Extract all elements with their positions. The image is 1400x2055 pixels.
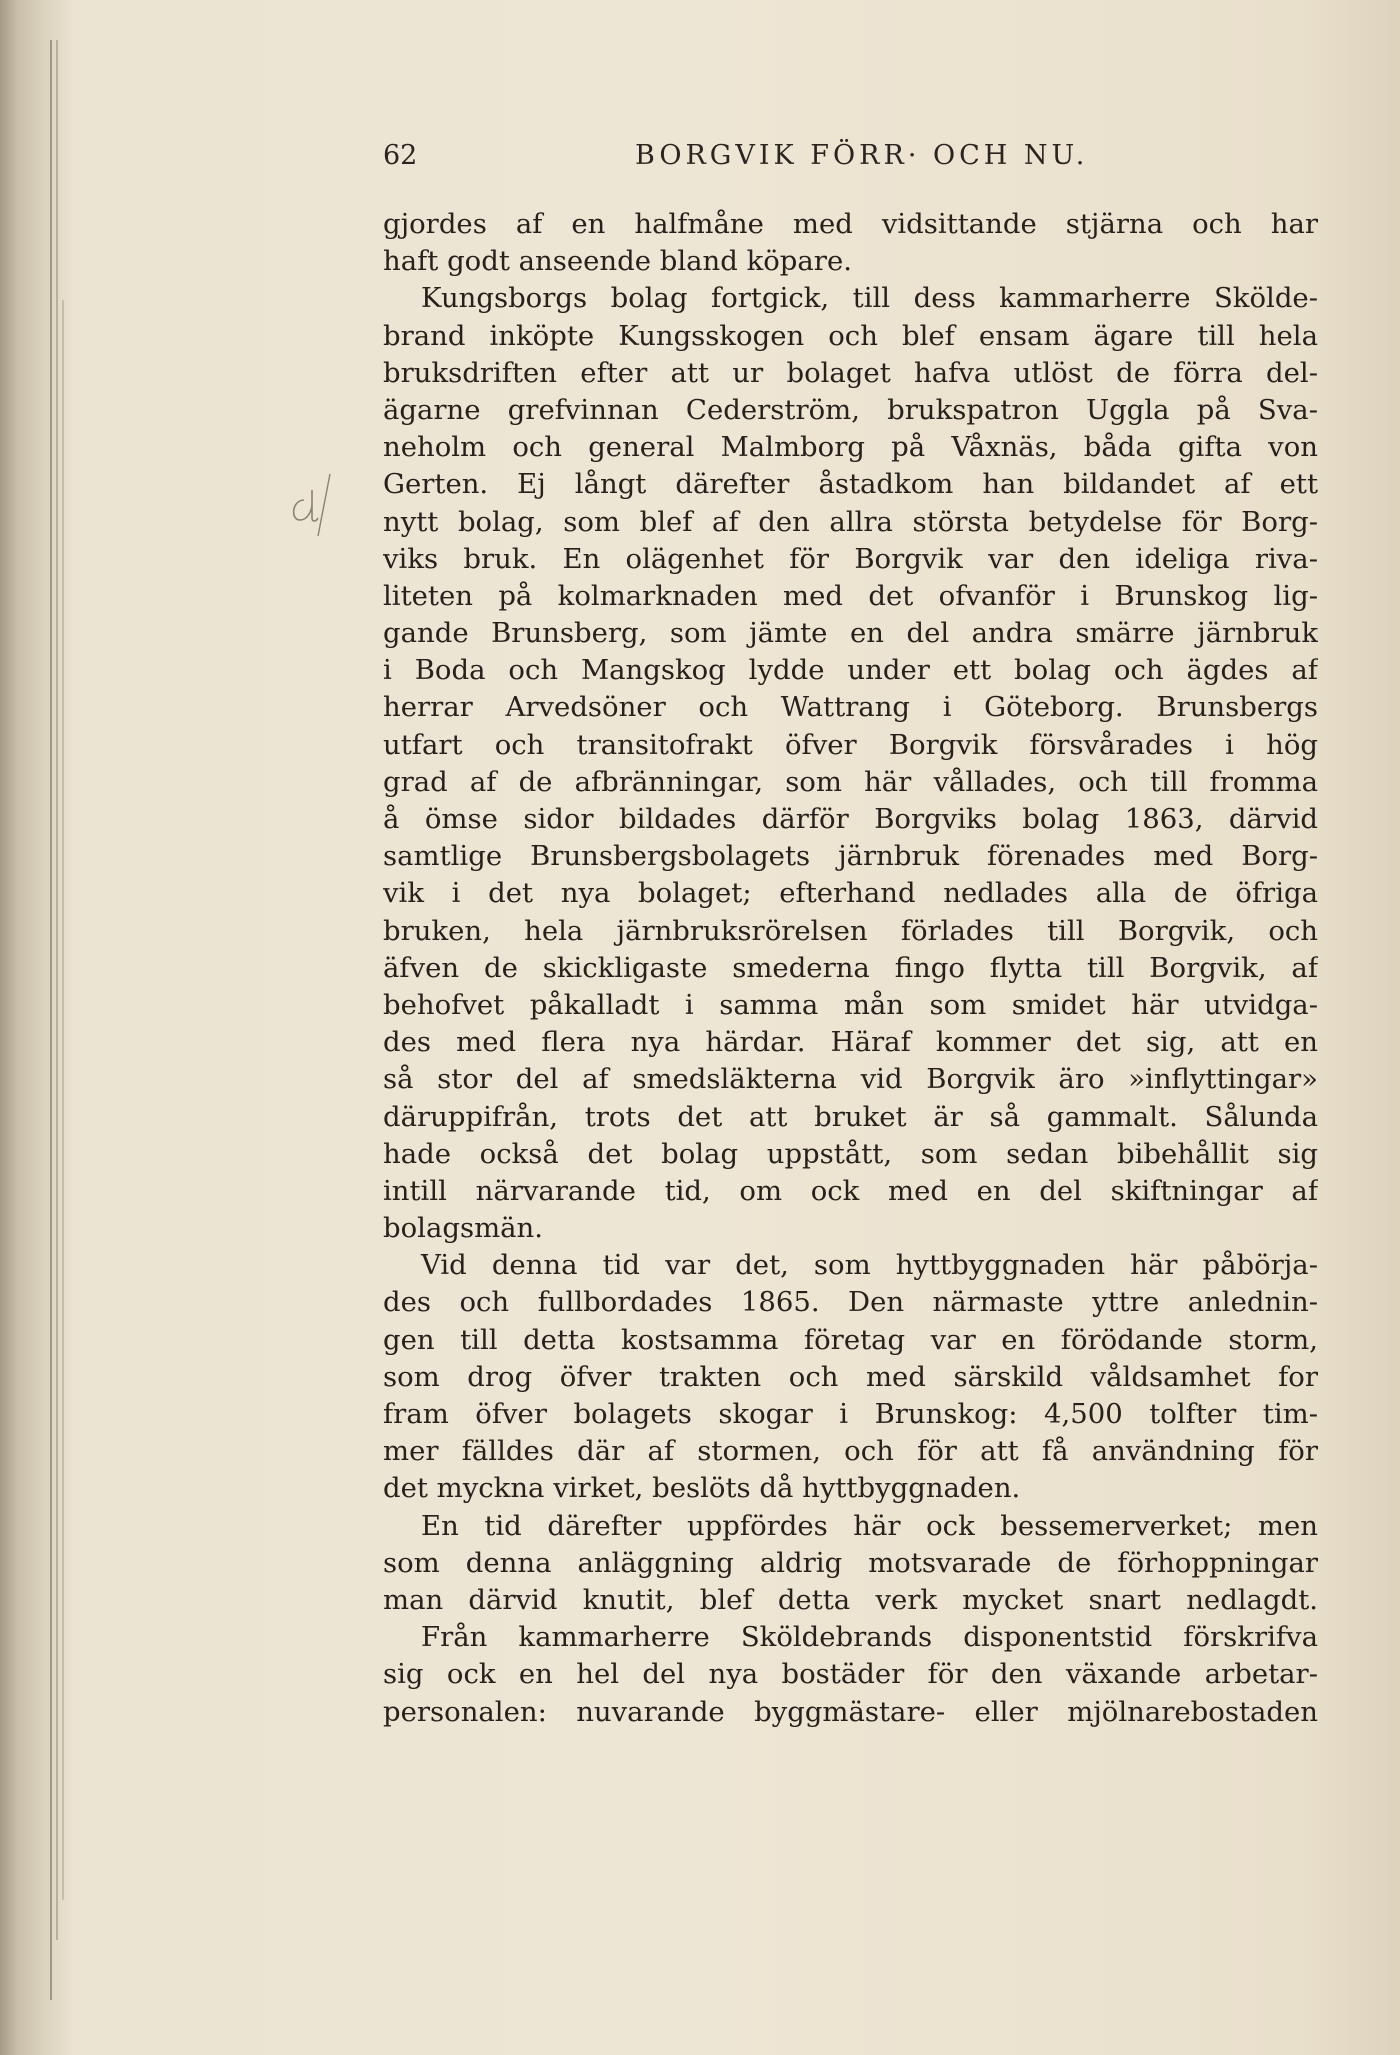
text-line: bolagsmän. <box>383 1212 543 1245</box>
text-line: Kungsborgs bolag fortgick, till dess kammarherre Skölde- <box>421 282 1318 315</box>
text-line: En tid därefter uppfördes här ock bessemerverket; men <box>421 1509 1318 1542</box>
text-line: behofvet påkalladt i samma mån som smidet här utvidga- <box>383 988 1318 1021</box>
text-line: det myckna virket, beslöts då hyttbyggnaden. <box>383 1472 1021 1505</box>
text-line: som denna anläggning aldrig motsvarade de förhoppningar <box>383 1546 1318 1579</box>
page-edge-line <box>50 40 52 2000</box>
text-line: personalen: nuvarande byggmästare- eller mjölnarebostaden <box>383 1695 1318 1728</box>
text-line: haft godt anseende bland köpare. <box>383 245 852 278</box>
text-line: äfven de skickligaste smederna fingo flytta till Borgvik, af <box>383 951 1318 984</box>
text-line: neholm och general Malmborg på Våxnäs, båda gifta von <box>383 431 1318 464</box>
text-line: man därvid knutit, blef detta verk mycket snart nedlagdt. <box>383 1583 1318 1616</box>
text-line: viks bruk. En olägenhet för Borgvik var den ideliga riva- <box>383 542 1318 575</box>
page-edge-line <box>56 40 58 1940</box>
text-line: däruppifrån, trots det att bruket är så gammalt. Sålunda <box>383 1100 1318 1133</box>
text-line: des med flera nya härdar. Häraf kommer det sig, att en <box>383 1026 1318 1059</box>
text-line: herrar Arvedsöner och Wattrang i Göteborg. Brunsbergs <box>383 691 1318 724</box>
text-line: ägarne grefvinnan Cederström, brukspatron Uggla på Sva- <box>383 393 1318 426</box>
text-line: bruksdriften efter att ur bolaget hafva utlöst de förra del- <box>383 356 1318 389</box>
text-line: utfart och transitofrakt öfver Borgvik försvårades i hög <box>383 728 1318 761</box>
page-edge-line <box>62 300 64 1900</box>
text-line: fram öfver bolagets skogar i Brunskog: 4,500 tolfter tim- <box>383 1398 1318 1430</box>
text-line: des och fullbordades 1865. Den närmaste yttre anlednin- <box>383 1286 1318 1319</box>
text-line: Vid denna tid var det, som hyttbyggnaden här påbörja- <box>421 1249 1318 1282</box>
page-number: 62 <box>383 140 418 171</box>
text-line: brand inköpte Kungsskogen och blef ensam ägare till hela <box>383 319 1318 352</box>
text-line: vik i det nya bolaget; efterhand nedlades alla de öfriga <box>383 877 1318 910</box>
text-line: så stor del af smedsläkterna vid Borgvik äro »inflyttingar» <box>383 1063 1318 1096</box>
text-line: bruken, hela järnbruksrörelsen förlades till Borgvik, och <box>383 914 1318 947</box>
text-line: hade också det bolag uppstått, som sedan bibehållit sig <box>383 1137 1318 1170</box>
body-text <box>383 206 1318 1731</box>
text-line: som drog öfver trakten och med särskild våldsamhet for <box>383 1360 1318 1393</box>
text-line: mer fälldes där af stormen, och för att få användning för <box>383 1435 1318 1468</box>
text-line: grad af de afbränningar, som här vållades, och till fromma <box>383 765 1318 798</box>
text-line: intill närvarande tid, om ock med en del skiftningar af <box>383 1174 1318 1207</box>
handwritten-margin-mark <box>282 470 342 540</box>
text-line: Gerten. Ej långt därefter åstadkom han bildandet af ett <box>383 468 1318 501</box>
running-title: BORGVIK FÖRR· OCH NU. <box>635 140 1089 171</box>
text-line: gande Brunsberg, som jämte en del andra smärre järnbruk <box>383 617 1318 650</box>
text-line: gen till detta kostsamma företag var en förödande storm, <box>383 1323 1318 1356</box>
text-line: å ömse sidor bildades därför Borgviks bolag 1863, därvid <box>383 803 1318 835</box>
text-line: samtlige Brunsbergsbolagets järnbruk förenades med Borg- <box>383 840 1318 873</box>
text-line: Från kammarherre Sköldebrands disponentstid förskrifva <box>421 1621 1318 1654</box>
text-line: liteten på kolmarknaden med det ofvanför i Brunskog lig- <box>383 579 1318 612</box>
text-line: i Boda och Mangskog lydde under ett bolag och ägdes af <box>383 654 1318 687</box>
running-header <box>383 140 1113 180</box>
text-line: sig ock en hel del nya bostäder för den växande arbetar- <box>383 1658 1318 1691</box>
text-line: gjordes af en halfmåne med vidsittande stjärna och har <box>383 208 1318 240</box>
text-line: nytt bolag, som blef af den allra största betydelse för Borg- <box>383 505 1318 538</box>
